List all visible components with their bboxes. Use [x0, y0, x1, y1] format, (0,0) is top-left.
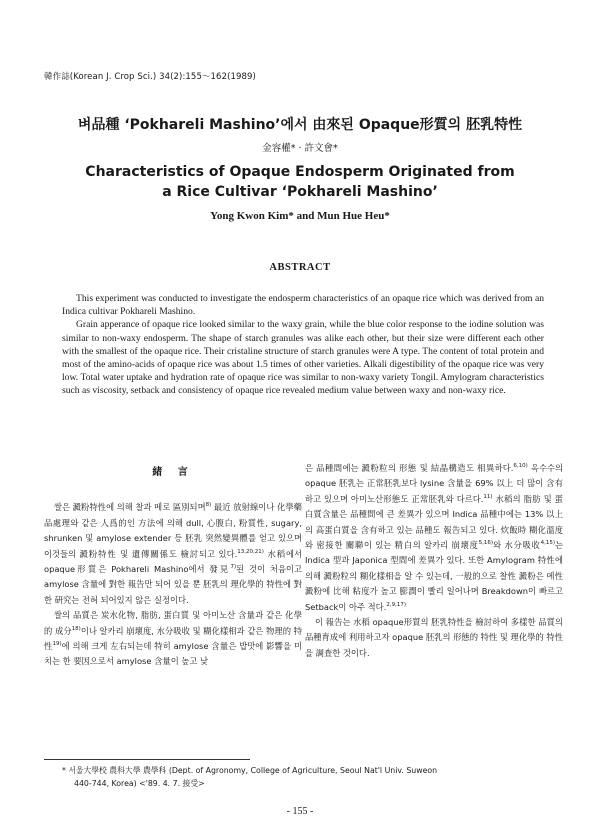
text-span: 와 水分吸收 [493, 540, 541, 551]
text-span: 水稻의 脂肪 및 蛋白質含量은 品種間에 큰 差異가 있으며 Indica 品種中에는 13% 以上의 高蛋白質을 含有하고 있는 品種도 報告되고 있다. 炊飯時 糊化溫度와 密接한 關聯이 있는 精白의 알카리 崩壞度 [305, 493, 563, 551]
citation: 18) [71, 625, 81, 632]
text-span: 은 品種間에는 澱粉粒의 形態 및 結晶構造도 相異하다. [305, 463, 514, 473]
korean-title: 벼品種 ‘Pokhareli Mashino’에서 由來된 Opaque形質의 胚乳特性 [77, 117, 523, 133]
page-number: - 155 - [286, 806, 314, 817]
text-span: 水稻에서 opaque形質은 Pokhareli Mashino에서 發見 [44, 548, 302, 575]
text-span: 는 Indica 型과 Japonica 型間에 差異가 있다. 또한 Amylogram 特性에 의해 澱粉粒의 糊化樣相을 알 수 있는데, 一般的으로 찰性 澱粉은 메性 澱粉에 比해 粘度가 높고 膨潤이 빨리 일어나며 Breakdown이 빠르고 Setback이 아주 적다. [305, 540, 563, 612]
text-span: 에 의해 크게 左右되는데 特히 amylose 含量은 밥맛에 影響을 미치는 한 要因으로서 amylose 含量이 높고 낮 [44, 641, 302, 667]
intro-paragraph-3 [305, 461, 563, 615]
citation: 7) [230, 564, 237, 571]
right-column [305, 461, 563, 661]
english-title-line1: Characteristics of Opaque Endosperm Originated from [85, 164, 515, 180]
text-span: 옥수수의 opaque 胚乳는 正常胚乳보다 lysine 含量을 69% 以上 더 많이 含有하고 있으며 아미노산形態도 正常胚乳와 다르다. [305, 463, 563, 504]
footnote [62, 764, 532, 790]
text-span: 이나 알카리 崩壞度, 水分吸收 및 糊化樣相과 같은 物理的 特性 [44, 625, 303, 652]
intro-paragraph-4: 이 報告는 水稻 opaque形質의 胚乳特性을 檢討하여 多樣한 品質의 品種育成에 利用하고자 opaque 胚乳의 形態的 特性 및 理化學的 特性을 調査한 것이다. [305, 617, 563, 658]
text-span: 最近 放射線이나 化學藥品處理와 같은 人爲的인 方法에 의해 dull, 心腹白, 粉質性, sugary, shrunken 및 amylose extender 등 胚乳 突然變異體를 얻고 있으며 이것들의 澱粉特性 및 遺傳關係도 檢討되고 있다. [44, 502, 302, 559]
citation: 6,10) [513, 463, 528, 470]
english-title [0, 162, 600, 202]
intro-paragraph-1 [44, 500, 302, 608]
abstract-body [62, 292, 544, 398]
english-authors: Yong Kwon Kim* and Mun Hue Heu* [210, 210, 390, 222]
text-span: 쌀의 品質은 炭水化物, 脂肪, 蛋白質 및 아미노산 含量과 같은 化學的 成分 [44, 610, 302, 636]
abstract-heading: ABSTRACT [269, 262, 331, 273]
citation: 8) [205, 502, 212, 509]
abstract-paragraph-2: Grain apperance of opaque rice looked similar to the waxy grain, while the blue color response to the iodine solution was similar to non-waxy endosperm. The shape of starch granules was alike each other, but their size were different each other with the smallest of the opaque rice. Their cristaline structure of starch granules were A type. The content of total protein and most of the amino-acids of opaque rice was about 1.5 times of other varieties. Alkali digestibility of the opaque rice was very low. Total water uptake and hydration rate of opaque rice was similar to non-waxy variety Tongil. Amylogram characteristics such as viscosity, setback and consistency of opaque rice revealed medium value between waxy and non-waxy rice. [62, 319, 544, 397]
journal-reference: 韓作誌(Korean J. Crop Sci.) 34(2):155～162(1989) [44, 72, 256, 82]
section-heading-introduction: 緒 言 [152, 467, 194, 478]
left-column [44, 457, 302, 670]
text-span: 된 것이 처음이고 amylose 含量에 對한 報告만 되어 있을 뿐 胚乳의 理化學的 特性에 對한 硏究는 전혀 되어있지 않은 실정이다. [44, 564, 302, 605]
intro-paragraph-2 [44, 608, 302, 670]
citation: 4,15) [540, 540, 555, 547]
citation: 19) [52, 641, 62, 648]
citation: 13,20,21) [237, 548, 264, 555]
text-span: 쌀은 澱粉特性에 의해 찰과 메로 區別되며 [54, 502, 206, 513]
abstract-paragraph-1: This experiment was conducted to investigate the endosperm characteristics of an opaque rice which was derived from an Indica cultivar Pokhareli Mashino. [62, 293, 544, 318]
english-title-line2: a Rice Cultivar ‘Pokhareli Mashino’ [162, 184, 438, 200]
footnote-divider [44, 759, 250, 760]
citation: 2,9,17) [386, 601, 406, 608]
citation: 11) [483, 494, 493, 501]
korean-authors: 金容權* · 許文會* [262, 143, 338, 154]
footnote-line-1: * 서울大學校 農科大學 農學科 (Dept. of Agronomy, College of Agriculture, Seoul Nat'l Univ. Suweon [62, 766, 438, 775]
footnote-line-2: 440-744, Korea) <'89. 4. 7. 接受> [74, 779, 205, 788]
citation: 5,16) [478, 540, 494, 547]
